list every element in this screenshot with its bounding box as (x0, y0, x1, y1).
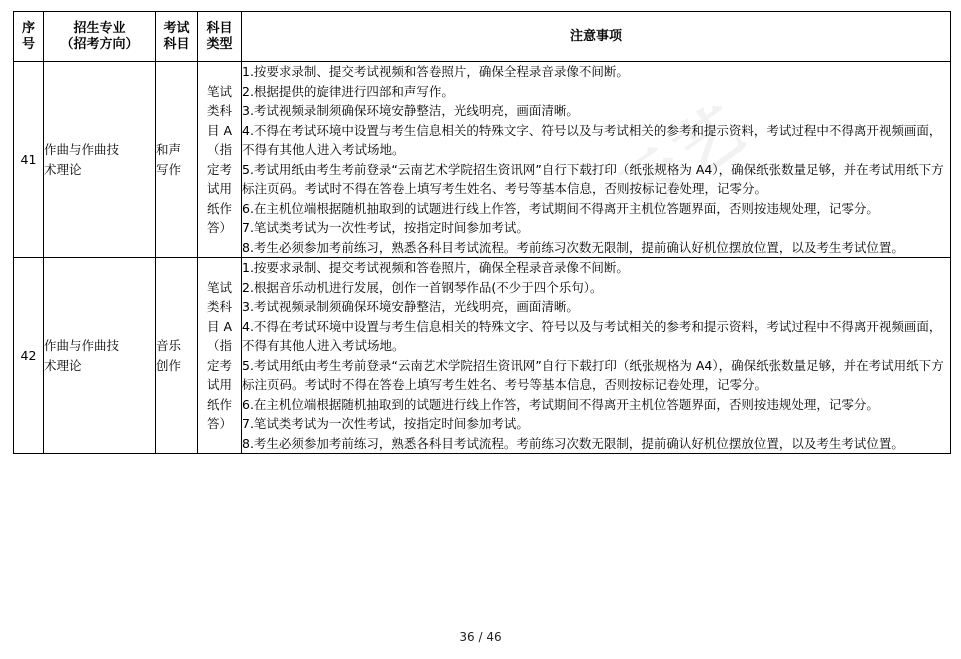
note-item: 1.按要求录制、提交考试视频和答卷照片，确保全程录音录像不间断。 (242, 64, 629, 79)
notes-cell (242, 258, 951, 454)
major-cell: 作曲与作曲技 术理论 (44, 258, 156, 454)
note-item: 6.在主机位端根据随机抽取到的试题进行线上作答，考试期间不得离开主机位答题界面，否则按违规处理，记零分。 (242, 200, 879, 216)
note-item: 4.不得在考试环境中设置与考生信息相关的特殊文字、符号以及与考试相关的参考和提示资料，考试过程中不得离开视频画面，不得有其他人进入考试场地。 (242, 122, 942, 157)
header-notes: 注意事项 (242, 12, 951, 62)
subject-cell: 和声 写作 (156, 62, 198, 258)
note-item: 5.考试用纸由考生考前登录“云南艺术学院招生资讯网”自行下载打印（纸张规格为 A4），确保纸张数量足够，并在考试用纸下方标注页码。考试时不得在答卷上填写考生姓名、考号等基本信息，否则按标记卷处理，记零分。 (242, 357, 944, 392)
table-row (14, 258, 951, 454)
row-number: 41 (14, 62, 44, 258)
table-header-row (14, 12, 951, 62)
note-item: 2.根据提供的旋律进行四部和声写作。 (242, 83, 454, 99)
note-item: 7.笔试类考试为一次性考试，按指定时间参加考试。 (242, 220, 529, 235)
header-type: 科目 类型 (198, 12, 242, 62)
table-row (14, 62, 951, 258)
type-cell: 笔试 类科 目 A （指 定考 试用 纸作 答） (198, 258, 242, 454)
page-number: 36 / 46 (459, 630, 502, 644)
note-item: 3.考试视频录制须确保环境安静整洁，光线明亮，画面清晰。 (242, 299, 579, 314)
notes-cell (242, 62, 951, 258)
admissions-table (13, 11, 951, 454)
note-item: 8.考生必须参加考前练习，熟悉各科目考试流程。考前练习次数无限制，提前确认好机位摆放位置，以及考生考试位置。 (242, 239, 904, 255)
note-item: 7.笔试类考试为一次性考试，按指定时间参加考试。 (242, 416, 529, 431)
note-item: 1.按要求录制、提交考试视频和答卷照片，确保全程录音录像不间断。 (242, 260, 629, 275)
note-item: 8.考生必须参加考前练习，熟悉各科目考试流程。考前练习次数无限制，提前确认好机位摆放位置，以及考生考试位置。 (242, 435, 904, 451)
note-item: 5.考试用纸由考生考前登录“云南艺术学院招生资讯网”自行下载打印（纸张规格为 A4），确保纸张数量足够，并在考试用纸下方标注页码。考试时不得在答卷上填写考生姓名、考号等基本信息，否则按标记卷处理，记零分。 (242, 161, 944, 196)
header-no: 序 号 (14, 12, 44, 62)
major-cell: 作曲与作曲技 术理论 (44, 62, 156, 258)
subject-cell: 音乐 创作 (156, 258, 198, 454)
type-cell: 笔试 类科 目 A （指 定考 试用 纸作 答） (198, 62, 242, 258)
note-item: 2.根据音乐动机进行发展，创作一首钢琴作品(不少于四个乐句）。 (242, 279, 603, 295)
note-item: 3.考试视频录制须确保环境安静整洁，光线明亮，画面清晰。 (242, 103, 579, 118)
row-number: 42 (14, 258, 44, 454)
watermark: 云艺 (604, 90, 763, 232)
note-item: 6.在主机位端根据随机抽取到的试题进行线上作答，考试期间不得离开主机位答题界面，否则按违规处理，记零分。 (242, 396, 879, 412)
header-major: 招生专业 （招考方向） (44, 12, 156, 62)
note-item: 4.不得在考试环境中设置与考生信息相关的特殊文字、符号以及与考试相关的参考和提示资料，考试过程中不得离开视频画面，不得有其他人进入考试场地。 (242, 318, 942, 353)
header-subject: 考试 科目 (156, 12, 198, 62)
